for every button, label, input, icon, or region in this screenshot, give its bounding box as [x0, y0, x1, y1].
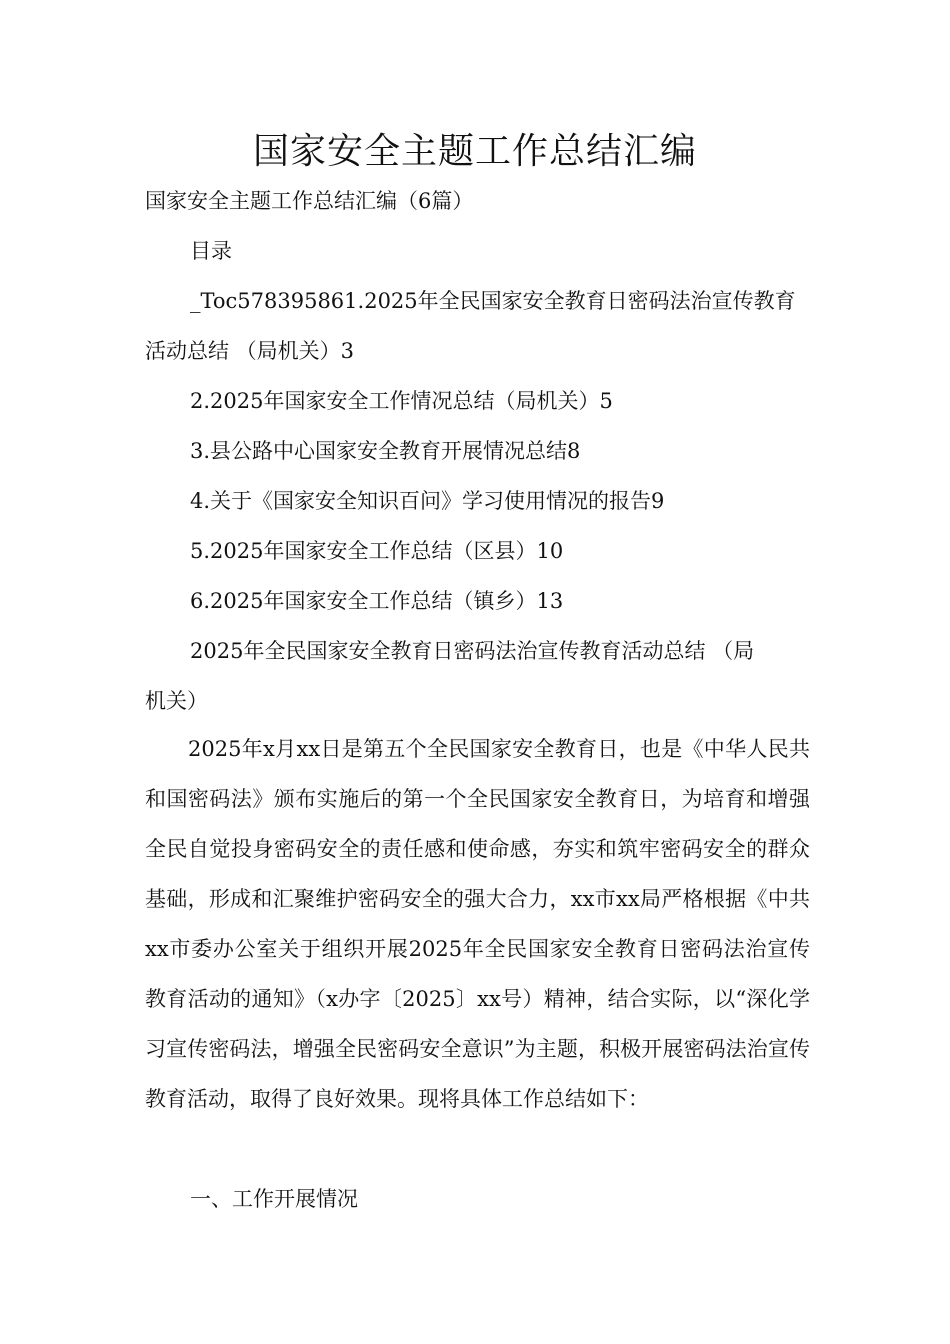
toc-entry-6: 6.2025年国家安全工作总结（镇乡）13: [190, 589, 564, 613]
body-paragraph: 2025年x月xx日是第五个全民国家安全教育日，也是《中华人民共和国密码法》颁布实施后的第一个全民国家安全教育日，为培育和增强全民自觉投身密码安全的责任感和使命感，夯实和筑牢密码安全的群众基础，形成和汇聚维护密码安全的强大合力，xx市xx局严格根据《中共xx市委办公室关于组织开展2025年全民国家安全教育日密码法治宣传教育活动的通知》（x办字〔2025〕xx号）精神，结合实际，以“深化学习宣传密码法，增强全民密码安全意识”为主题，积极开展密码法治宣传教育活动，取得了良好效果。现将具体工作总结如下：: [145, 737, 810, 1111]
toc-entry-5: 5.2025年国家安全工作总结（区县）10: [190, 539, 564, 563]
toc-entry-1: _Toc578395861.2025年全民国家安全教育日密码法治宣传教育: [190, 289, 796, 313]
toc-entry-3: 3.县公路中心国家安全教育开展情况总结8: [190, 439, 581, 463]
section-heading: 一、工作开展情况: [190, 1187, 358, 1211]
toc-entry-4: 4.关于《国家安全知识百问》学习使用情况的报告9: [190, 489, 665, 513]
toc-entry-1-continued: 活动总结 （局机关）3: [145, 339, 355, 363]
toc-heading: 目录: [190, 239, 232, 263]
article-title: 2025年全民国家安全教育日密码法治宣传教育活动总结 （局: [190, 639, 755, 663]
document-subtitle: 国家安全主题工作总结汇编（6篇）: [145, 189, 474, 213]
toc-entry-2: 2.2025年国家安全工作情况总结（局机关）5: [190, 389, 613, 413]
document-title: 国家安全主题工作总结汇编: [252, 131, 697, 172]
article-title-continued: 机关）: [145, 689, 208, 713]
